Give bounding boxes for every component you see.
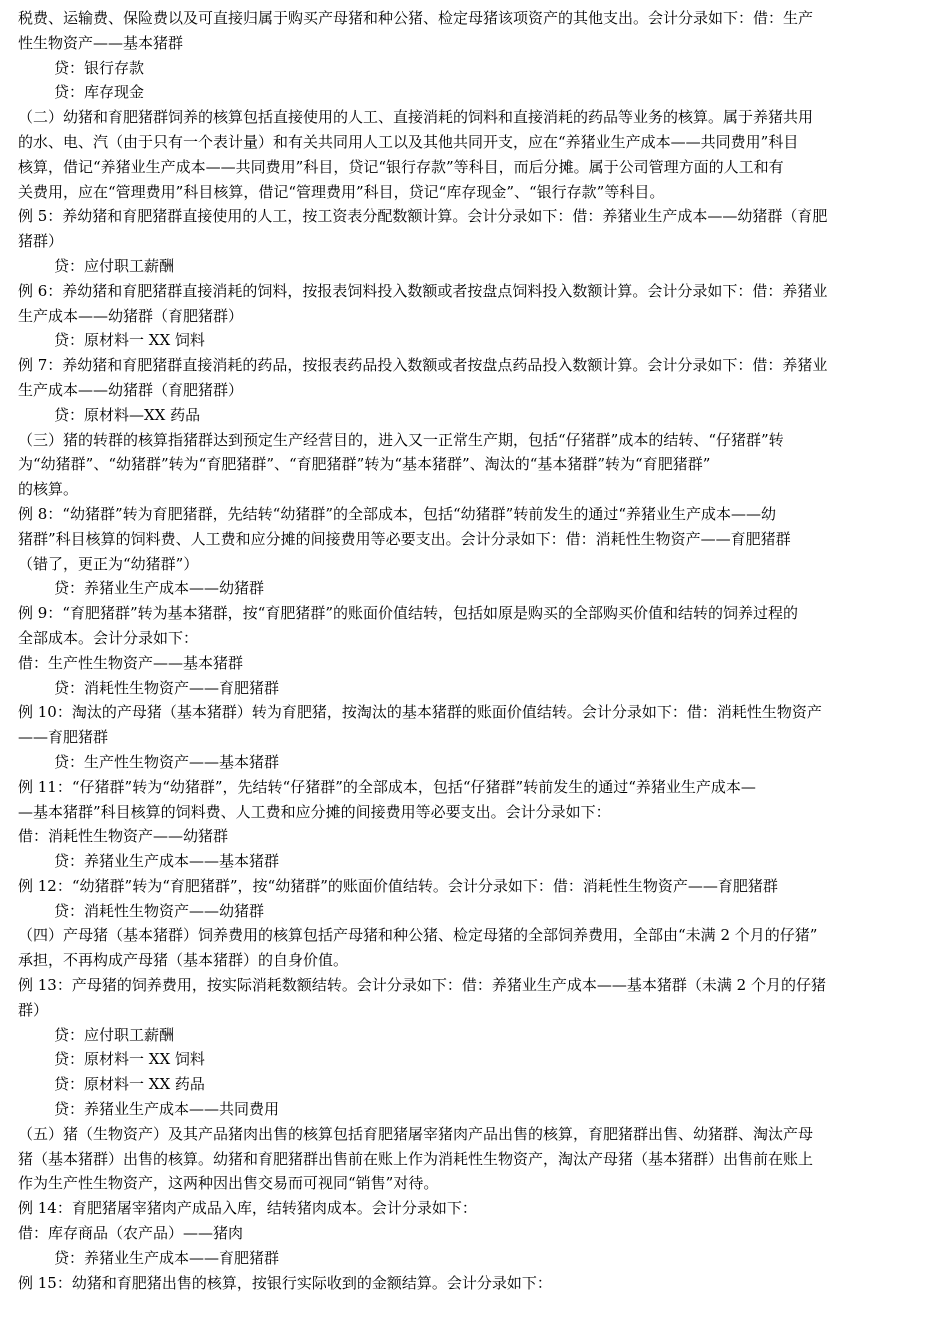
text-line: 贷：原材料一 XX 药品 bbox=[54, 1075, 205, 1094]
text-line: 例 15：幼猪和育肥猪出售的核算，按银行实际收到的金额结算。会计分录如下： bbox=[18, 1273, 552, 1292]
text-line: 贷：消耗性生物资产——幼猪群 bbox=[54, 901, 265, 920]
text-line: 贷：消耗性生物资产——育肥猪群 bbox=[54, 678, 280, 697]
text-line: （二）幼猪和育肥猪群饲养的核算包括直接使用的人工、直接消耗的饲料和直接消耗的药品等业务的核算。属于养猪共用 bbox=[18, 108, 814, 127]
text-line: 性生物资产——基本猪群 bbox=[18, 33, 184, 52]
text-line: 全部成本。会计分录如下： bbox=[18, 628, 199, 647]
text-line: —基本猪群”科目核算的饲料费、人工费和应分摊的间接费用等必要支出。会计分录如下： bbox=[18, 802, 611, 821]
text-line: ——育肥猪群 bbox=[18, 728, 109, 747]
text-line: 税费、运输费、保险费以及可直接归属于购买产母猪和种公猪、检定母猪该项资产的其他支出。会计分录如下：借：生产 bbox=[18, 9, 814, 27]
text-line: 例 6：养幼猪和育肥猪群直接消耗的饲料，按报表饲料投入数额或者按盘点饲料投入数额计算。会计分录如下：借：养猪业 bbox=[18, 281, 828, 300]
text-line: 贷：应付职工薪酬 bbox=[54, 1025, 175, 1044]
text-line: 贷：生产性生物资产——基本猪群 bbox=[54, 752, 280, 771]
text-line: （三）猪的转群的核算指猪群达到预定生产经营目的，进入又一正常生产期，包括“仔猪群”成本的结转、“仔猪群”转 bbox=[18, 430, 784, 449]
text-line: 贷：养猪业生产成本——基本猪群 bbox=[54, 852, 280, 871]
text-line: 猪群） bbox=[18, 232, 64, 251]
text-line: 例 11：“仔猪群”转为“幼猪群”，先结转“仔猪群”的全部成本，包括“仔猪群”转前发生的通过“养猪业生产成本— bbox=[18, 777, 756, 796]
text-line: 借：生产性生物资产——基本猪群 bbox=[18, 653, 244, 672]
text-line: 例 8：“幼猪群”转为育肥猪群，先结转“幼猪群”的全部成本，包括“幼猪群”转前发生的通过“养猪业生产成本——幼 bbox=[18, 504, 776, 523]
text-line: 例 14：育肥猪屠宰猪肉产成品入库，结转猪肉成本。会计分录如下： bbox=[18, 1199, 477, 1218]
text-line: 例 13：产母猪的饲养费用，按实际消耗数额结转。会计分录如下：借：养猪业生产成本——基本猪群（未满 2 个月的仔猪 bbox=[18, 976, 826, 995]
text-line: 猪群”科目核算的饲料费、人工费和应分摊的间接费用等必要支出。会计分录如下：借：消耗性生物资产——育肥猪群 bbox=[18, 529, 791, 548]
text-line: 核算，借记“养猪业生产成本——共同费用”科目，贷记“银行存款”等科目，而后分摊。属于公司管理方面的人工和有 bbox=[18, 157, 784, 176]
text-line: 贷：银行存款 bbox=[54, 58, 145, 77]
text-line: 贷：原材料—XX 药品 bbox=[54, 405, 201, 424]
text-line: 作为生产性生物资产，这两种因出售交易而可视同“销售”对待。 bbox=[18, 1174, 439, 1193]
text-line: 关费用，应在“管理费用”科目核算，借记“管理费用”科目，贷记“库存现金”、“银行存款”等科目。 bbox=[18, 182, 665, 201]
text-line: 例 12：“幼猪群”转为“育肥猪群”，按“幼猪群”的账面价值结转。会计分录如下：借：消耗性生物资产——育肥猪群 bbox=[18, 876, 778, 895]
text-line: 的核算。 bbox=[18, 480, 79, 499]
text-line: 贷：养猪业生产成本——育肥猪群 bbox=[54, 1248, 280, 1267]
text-line: 贷：养猪业生产成本——幼猪群 bbox=[54, 579, 265, 598]
text-line: 例 10：淘汰的产母猪（基本猪群）转为育肥猪，按淘汰的基本猪群的账面价值结转。会计分录如下：借：消耗性生物资产 bbox=[18, 703, 822, 722]
text-line: 贷：原材料一 XX 饲料 bbox=[54, 1050, 205, 1069]
text-line: 的水、电、汽（由于只有一个表计量）和有关共同用人工以及其他共同开支，应在“养猪业生产成本——共同费用”科目 bbox=[18, 132, 799, 151]
text-line: 贷：应付职工薪酬 bbox=[54, 256, 175, 275]
text-line: 贷：养猪业生产成本——共同费用 bbox=[54, 1100, 280, 1119]
text-line: 借：库存商品（农产品）——猪肉 bbox=[18, 1224, 244, 1243]
text-line: 借：消耗性生物资产——幼猪群 bbox=[18, 827, 229, 846]
text-line: 生产成本——幼猪群（育肥猪群） bbox=[18, 306, 244, 325]
text-line: 贷：原材料一 XX 饲料 bbox=[54, 331, 205, 350]
text-line: （五）猪（生物资产）及其产品猪肉出售的核算包括育肥猪屠宰猪肉产品出售的核算，育肥猪群出售、幼猪群、淘汰产母 bbox=[18, 1124, 814, 1143]
text-line: 群） bbox=[18, 1000, 49, 1019]
text-line: 例 7：养幼猪和育肥猪群直接消耗的药品，按报表药品投入数额或者按盘点药品投入数额计算。会计分录如下：借：养猪业 bbox=[18, 356, 828, 375]
text-line: 例 5：养幼猪和育肥猪群直接使用的人工，按工资表分配数额计算。会计分录如下：借：养猪业生产成本——幼猪群（育肥 bbox=[18, 207, 828, 226]
text-line: 生产成本——幼猪群（育肥猪群） bbox=[18, 380, 244, 399]
text-line: （四）产母猪（基本猪群）饲养费用的核算包括产母猪和种公猪、检定母猪的全部饲养费用，全部由“未满 2 个月的仔猪” bbox=[18, 926, 818, 945]
text-line: 贷：库存现金 bbox=[54, 83, 145, 102]
text-line: 为“幼猪群”、“幼猪群”转为“育肥猪群”、“育肥猪群”转为“基本猪群”、淘汰的“基本猪群”转为“育肥猪群” bbox=[18, 455, 711, 474]
text-line: 猪（基本猪群）出售的核算。幼猪和育肥猪群出售前在账上作为消耗性生物资产，淘汰产母猪（基本猪群）出售前在账上 bbox=[18, 1149, 814, 1168]
text-line: （错了，更正为“幼猪群”） bbox=[18, 554, 199, 573]
text-line: 例 9：“育肥猪群”转为基本猪群，按“育肥猪群”的账面价值结转，包括如原是购买的全部购买价值和结转的饲养过程的 bbox=[18, 604, 798, 623]
text-line: 承担，不再构成产母猪（基本猪群）的自身价值。 bbox=[18, 951, 349, 970]
